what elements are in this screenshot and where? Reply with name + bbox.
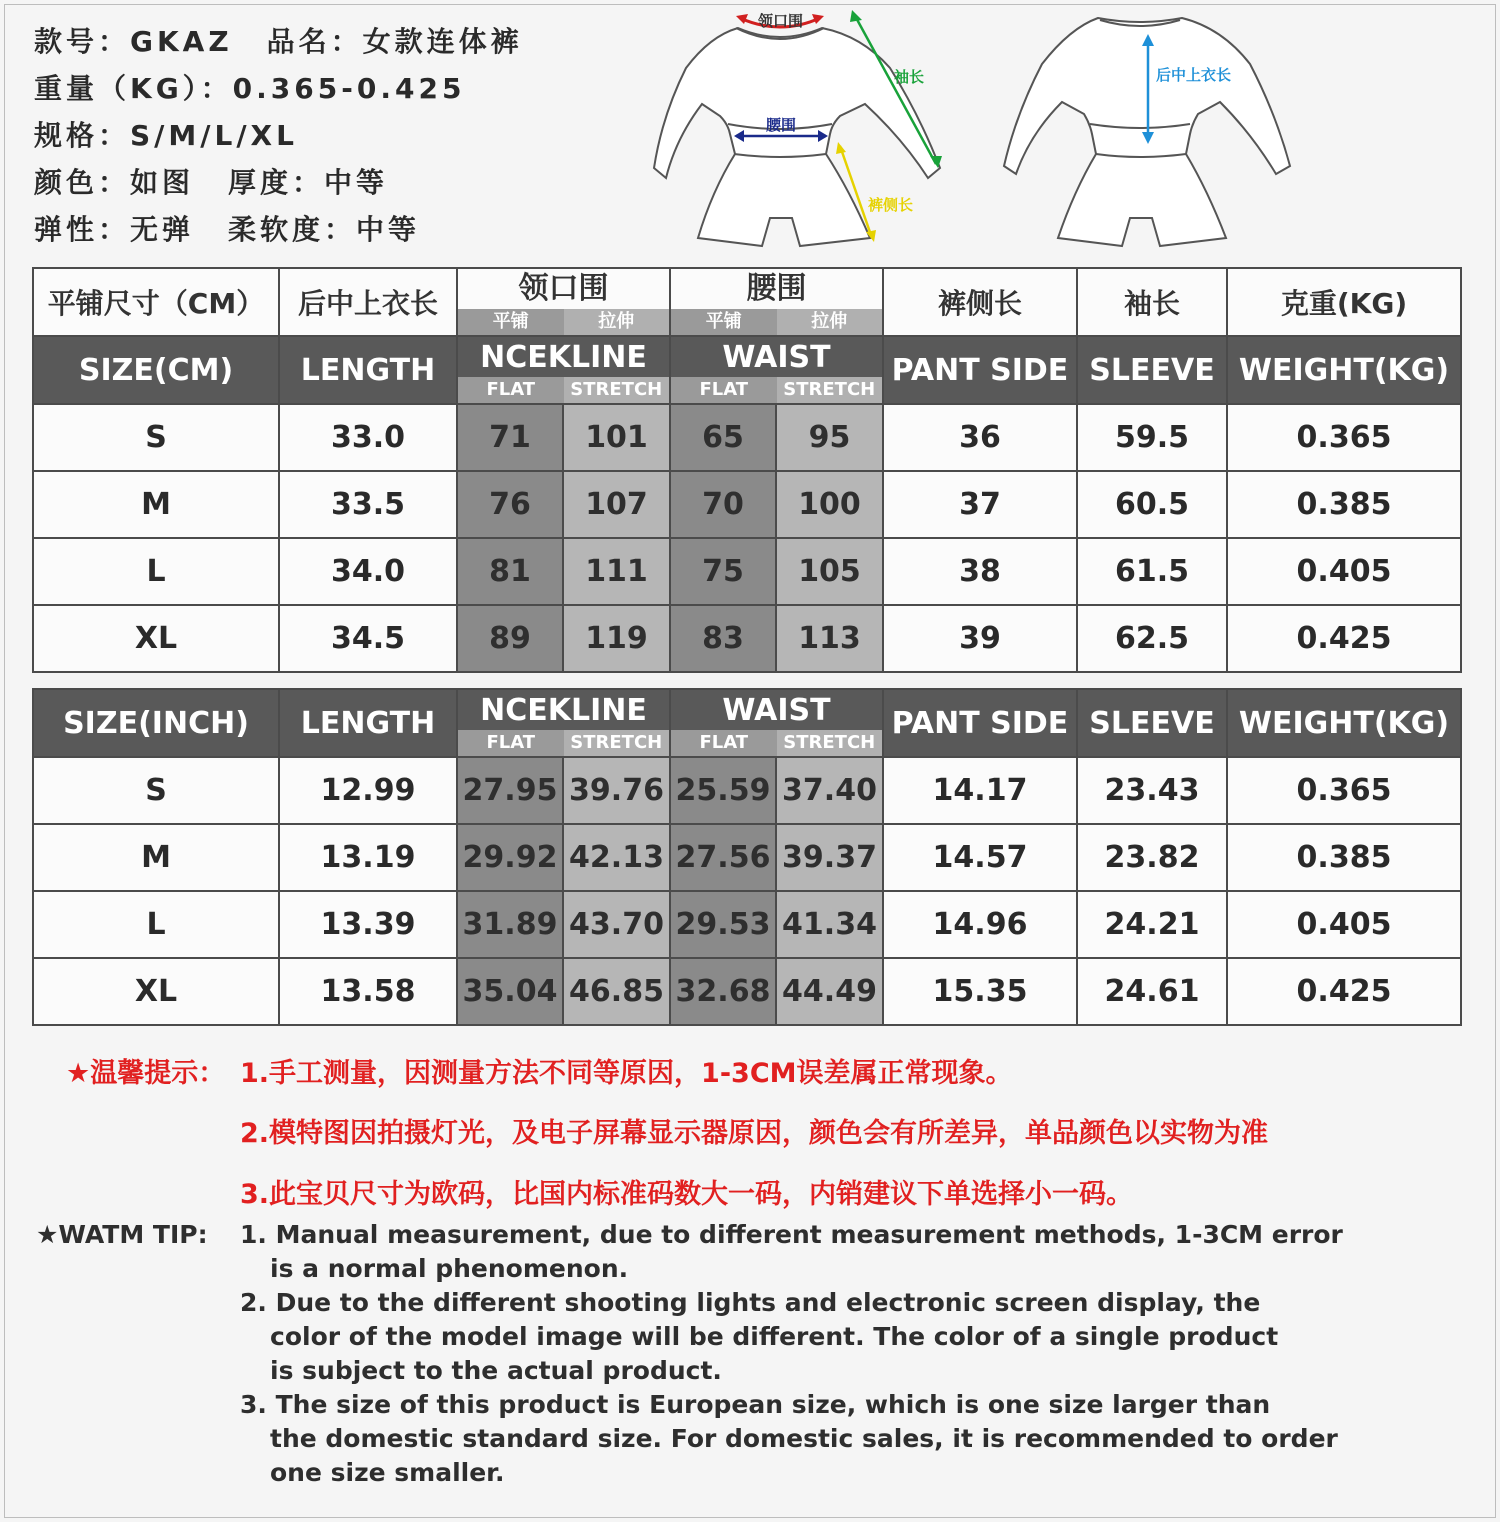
cell-neckline-stretch: 39.76 <box>563 757 670 824</box>
front-garment-diagram <box>640 6 960 256</box>
product-name: 品名：女款连体裤 <box>266 25 523 58</box>
cell-pant-side: 14.17 <box>883 757 1077 824</box>
neckline-stretch-en: STRETCH <box>564 377 670 403</box>
cell-sleeve: 62.5 <box>1077 605 1227 672</box>
cell-neckline-flat: 71 <box>457 404 563 471</box>
cell-length: 13.39 <box>279 891 457 958</box>
en-note-line: is subject to the actual product. <box>270 1356 722 1385</box>
cell-pant-side: 14.96 <box>883 891 1077 958</box>
en-note-line: one size smaller. <box>270 1458 505 1487</box>
style-number: 款号：GKAZ <box>34 25 233 58</box>
header-size-en: SIZE(CM) <box>33 336 279 404</box>
header-waist-cn: 腰围 <box>746 271 807 306</box>
cell-neckline-flat: 89 <box>457 605 563 672</box>
en-note-line: the domestic standard size. For domestic sales, it is recommended to order <box>270 1424 1338 1453</box>
cell-waist-stretch: 100 <box>776 471 883 538</box>
cell-weight: 0.385 <box>1227 471 1461 538</box>
cell-sleeve: 60.5 <box>1077 471 1227 538</box>
cell-sleeve: 23.82 <box>1077 824 1227 891</box>
cell-pant-side: 14.57 <box>883 824 1077 891</box>
cell-waist-stretch: 95 <box>776 404 883 471</box>
header-pant-side-cn: 裤侧长 <box>883 268 1077 336</box>
cell-neckline-flat: 29.92 <box>457 824 563 891</box>
size-table-inch <box>32 688 1462 1026</box>
softness-info: 柔软度：中等 <box>228 213 421 246</box>
cell-waist-flat: 83 <box>670 605 776 672</box>
inch-header-waist: WAIST <box>722 693 831 728</box>
cell-length: 13.19 <box>279 824 457 891</box>
cell-pant-side: 38 <box>883 538 1077 605</box>
cell-weight: 0.405 <box>1227 891 1461 958</box>
cell-size: L <box>33 891 279 958</box>
waist-stretch-en: STRETCH <box>777 377 883 403</box>
header-sleeve-en: SLEEVE <box>1077 336 1227 404</box>
cn-notes-lead: ★温馨提示： <box>66 1058 226 1089</box>
size-range: 规格：S/M/L/XL <box>34 119 298 152</box>
cell-length: 33.0 <box>279 404 457 471</box>
cell-neckline-flat: 31.89 <box>457 891 563 958</box>
inch-neckline-flat: FLAT <box>458 730 564 756</box>
header-weight-cn: 克重(KG) <box>1227 268 1461 336</box>
inch-header-pant-side: PANT SIDE <box>883 689 1077 757</box>
cell-waist-flat: 70 <box>670 471 776 538</box>
cell-size: M <box>33 471 279 538</box>
cell-weight: 0.365 <box>1227 757 1461 824</box>
inch-neckline-stretch: STRETCH <box>564 730 670 756</box>
product-info <box>34 18 523 253</box>
cell-neckline-stretch: 42.13 <box>563 824 670 891</box>
neck-label: 领口围 <box>758 12 804 30</box>
cell-waist-stretch: 37.40 <box>776 757 883 824</box>
cell-size: L <box>33 538 279 605</box>
neckline-flat-en: FLAT <box>458 377 564 403</box>
table-row <box>33 471 1461 538</box>
elastic-info: 弹性：无弹 <box>34 213 195 246</box>
cell-pant-side: 39 <box>883 605 1077 672</box>
header-sleeve-cn: 袖长 <box>1077 268 1227 336</box>
cell-weight: 0.365 <box>1227 404 1461 471</box>
cell-length: 12.99 <box>279 757 457 824</box>
header-neckline-en: NCEKLINE <box>480 340 647 375</box>
header-neckline-cn: 领口围 <box>518 271 609 306</box>
weight-range: 重量（KG）：0.365-0.425 <box>34 72 466 105</box>
cell-weight: 0.385 <box>1227 824 1461 891</box>
cell-waist-stretch: 41.34 <box>776 891 883 958</box>
cell-length: 34.5 <box>279 605 457 672</box>
cell-neckline-flat: 35.04 <box>457 958 563 1025</box>
waist-stretch-cn: 拉伸 <box>777 309 883 335</box>
cell-neckline-stretch: 43.70 <box>563 891 670 958</box>
cell-waist-flat: 25.59 <box>670 757 776 824</box>
cell-waist-flat: 29.53 <box>670 891 776 958</box>
inch-header-sleeve: SLEEVE <box>1077 689 1227 757</box>
inch-header-weight: WEIGHT(KG) <box>1227 689 1461 757</box>
cell-sleeve: 59.5 <box>1077 404 1227 471</box>
cell-size: S <box>33 757 279 824</box>
cell-pant-side: 36 <box>883 404 1077 471</box>
cell-waist-flat: 75 <box>670 538 776 605</box>
cell-weight: 0.425 <box>1227 605 1461 672</box>
en-note-line: 1. Manual measurement, due to different measurement methods, 1-3CM error <box>240 1220 1343 1249</box>
header-size-cn: 平铺尺寸（CM） <box>33 268 279 336</box>
table-row <box>33 958 1461 1025</box>
inch-waist-stretch: STRETCH <box>777 730 883 756</box>
en-note-line: is a normal phenomenon. <box>270 1254 629 1283</box>
en-note-line: 3. The size of this product is European size, which is one size larger than <box>240 1390 1271 1419</box>
cell-pant-side: 15.35 <box>883 958 1077 1025</box>
waist-label: 腰围 <box>766 116 797 134</box>
header-weight-en: WEIGHT(KG) <box>1227 336 1461 404</box>
cell-waist-flat: 65 <box>670 404 776 471</box>
cell-waist-stretch: 105 <box>776 538 883 605</box>
neckline-flat-cn: 平铺 <box>458 309 564 335</box>
cell-waist-flat: 27.56 <box>670 824 776 891</box>
table-row <box>33 404 1461 471</box>
table-row <box>33 824 1461 891</box>
inch-header-length: LENGTH <box>279 689 457 757</box>
cell-length: 34.0 <box>279 538 457 605</box>
cell-length: 13.58 <box>279 958 457 1025</box>
cell-waist-flat: 32.68 <box>670 958 776 1025</box>
cell-weight: 0.425 <box>1227 958 1461 1025</box>
table-row <box>33 538 1461 605</box>
inch-header-size: SIZE(INCH) <box>33 689 279 757</box>
cell-weight: 0.405 <box>1227 538 1461 605</box>
cell-sleeve: 61.5 <box>1077 538 1227 605</box>
cell-neckline-stretch: 119 <box>563 605 670 672</box>
cell-neckline-stretch: 107 <box>563 471 670 538</box>
en-note-line: 2. Due to the different shooting lights and electronic screen display, the <box>240 1288 1261 1317</box>
table-row <box>33 891 1461 958</box>
cell-neckline-stretch: 101 <box>563 404 670 471</box>
waist-flat-en: FLAT <box>671 377 777 403</box>
header-pant-side-en: PANT SIDE <box>883 336 1077 404</box>
cell-neckline-stretch: 46.85 <box>563 958 670 1025</box>
en-notes-lead: ★WATM TIP: <box>36 1220 208 1249</box>
inch-waist-flat: FLAT <box>671 730 777 756</box>
waist-flat-cn: 平铺 <box>671 309 777 335</box>
cell-waist-stretch: 44.49 <box>776 958 883 1025</box>
cell-waist-stretch: 39.37 <box>776 824 883 891</box>
cell-sleeve: 23.43 <box>1077 757 1227 824</box>
neckline-stretch-cn: 拉伸 <box>564 309 670 335</box>
cell-pant-side: 37 <box>883 471 1077 538</box>
inch-header-neckline: NCEKLINE <box>480 693 647 728</box>
header-waist-en: WAIST <box>722 340 831 375</box>
cn-note-3: 3.此宝贝尺寸为欧码，比国内标准码数大一码，内销建议下单选择小一码。 <box>240 1179 1134 1210</box>
cell-sleeve: 24.21 <box>1077 891 1227 958</box>
en-note-line: color of the model image will be different. The color of a single product <box>270 1322 1279 1351</box>
cell-size: M <box>33 824 279 891</box>
cell-neckline-flat: 81 <box>457 538 563 605</box>
cn-note-2: 2.模特图因拍摄灯光，及电子屏幕显示器原因，颜色会有所差异，单品颜色以实物为准 <box>240 1118 1269 1149</box>
header-length-cn: 后中上衣长 <box>279 268 457 336</box>
color-info: 颜色：如图 <box>34 166 195 199</box>
cell-sleeve: 24.61 <box>1077 958 1227 1025</box>
thickness-info: 厚度：中等 <box>228 166 389 199</box>
back-length-label: 后中上衣长 <box>1156 66 1232 84</box>
table-row <box>33 757 1461 824</box>
size-table-cm <box>32 267 1462 673</box>
header-length-en: LENGTH <box>279 336 457 404</box>
table-row <box>33 605 1461 672</box>
pant-side-label: 裤侧长 <box>868 196 914 214</box>
cell-size: XL <box>33 605 279 672</box>
sleeve-label: 袖长 <box>894 68 925 86</box>
cell-length: 33.5 <box>279 471 457 538</box>
cn-note-1: 1.手工测量，因测量方法不同等原因，1-3CM误差属正常现象。 <box>240 1058 1013 1089</box>
cell-neckline-stretch: 111 <box>563 538 670 605</box>
cell-neckline-flat: 27.95 <box>457 757 563 824</box>
cell-neckline-flat: 76 <box>457 471 563 538</box>
cell-size: S <box>33 404 279 471</box>
back-garment-diagram <box>1000 6 1300 256</box>
cell-size: XL <box>33 958 279 1025</box>
cell-waist-stretch: 113 <box>776 605 883 672</box>
